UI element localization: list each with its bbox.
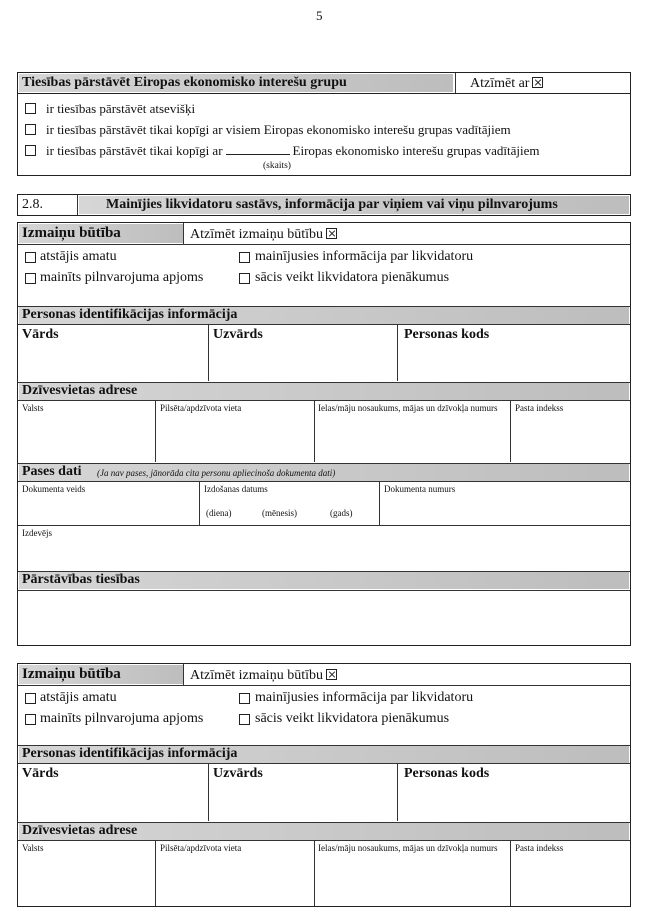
opt2-left-1-label: atstājis amatu [40,690,117,705]
personal-code-label-2: Personas kods [404,766,490,781]
x-box-icon [326,669,337,680]
eeig-count-field[interactable] [226,145,290,155]
cb-left-2-checkbox[interactable] [25,273,36,284]
doc-type-label: Dokumenta veids [22,484,86,494]
section-number: 2.8. [22,197,43,212]
cb2-right-2-checkbox[interactable] [239,714,250,725]
first-name-label: Vārds [22,327,59,342]
last-name-label: Uzvārds [213,327,263,342]
issue-date-label: Izdošanas datums [204,484,268,494]
x-box-icon [326,228,337,239]
eeig-title: Tiesības pārstāvēt Eiropas ekonomisko interešu grupu [22,75,347,90]
change-mark-1: Atzīmēt izmaiņu būtību [190,227,337,243]
eeig-option-1-checkbox[interactable] [25,103,36,114]
opt2-left-2-label: mainīts pilnvarojuma apjoms [40,711,204,726]
city-field[interactable] [157,428,312,460]
opt-left-2-label: mainīts pilnvarojuma apjoms [40,270,204,285]
eeig-option-3-label: ir tiesības pārstāvēt tikai kopīgi ar Eiropas ekonomisko interešu grupas vadītājiem [46,143,540,158]
issuer-field[interactable] [20,540,629,570]
pass-title-1: Pases dati [22,464,82,479]
country-field[interactable] [20,428,153,460]
addr-title-1: Dzīvesvietas adrese [22,383,138,398]
postal-code-label-2: Pasta indekss [515,843,564,853]
date-day-label: (diena) [206,508,232,518]
cb2-right-1-checkbox[interactable] [239,693,250,704]
date-month-label: (mēnesis) [262,508,297,518]
eeig-option-3-checkbox[interactable] [25,145,36,156]
rights-title-1: Pārstāvības tiesības [22,572,140,587]
first-name-field-2[interactable] [20,785,206,819]
opt2-right-1-label: mainījusies informācija par likvidatoru [255,690,474,705]
eeig-option-2-checkbox[interactable] [25,124,36,135]
change-title-1: Izmaiņu būtība [22,225,121,241]
opt-right-2-label: sācis veikt likvidatora pienākumus [255,270,450,285]
last-name-label-2: Uzvārds [213,766,263,781]
country-field-2[interactable] [20,868,153,904]
eeig-count-hint: (skaits) [263,161,291,171]
x-box-icon [532,77,543,88]
cb-right-1-checkbox[interactable] [239,252,250,263]
street-field[interactable] [316,428,508,460]
city-label: Pilsēta/apdzīvota vieta [160,403,242,413]
eeig-option-1-label: ir tiesības pārstāvēt atsevišķi [46,101,196,116]
postal-code-field-2[interactable] [512,868,629,904]
eeig-mark-instruction: Atzīmēt ar [470,76,543,92]
pass-note-1: (Ja nav pases, jānorāda cita personu apliecinoša dokumenta dati) [97,468,336,478]
opt-left-1-label: atstājis amatu [40,249,117,264]
section-title: Mainījies likvidatoru sastāvs, informācija par viņiem vai viņu pilnvarojums [106,197,558,212]
eeig-option-2-label: ir tiesības pārstāvēt tikai kopīgi ar visiem Eiropas ekonomisko interešu grupas vadītājiem [46,122,511,137]
city-field-2[interactable] [157,868,312,904]
addr-title-2: Dzīvesvietas adrese [22,823,138,838]
first-name-label-2: Vārds [22,766,59,781]
issue-date-field[interactable] [201,496,377,508]
change-title-2: Izmaiņu būtība [22,666,121,682]
personal-code-label: Personas kods [404,327,490,342]
street-label: Ielas/māju nosaukums, mājas un dzīvokļa numurs [318,403,498,413]
cb2-left-1-checkbox[interactable] [25,693,36,704]
date-year-label: (gads) [330,508,353,518]
doc-number-label: Dokumenta numurs [384,484,456,494]
issuer-label: Izdevējs [22,528,52,538]
opt2-right-2-label: sācis veikt likvidatora pienākumus [255,711,450,726]
cb-left-1-checkbox[interactable] [25,252,36,263]
last-name-field-2[interactable] [210,785,395,819]
cb-right-2-checkbox[interactable] [239,273,250,284]
change-mark-2: Atzīmēt izmaiņu būtību [190,668,337,684]
opt-right-1-label: mainījusies informācija par likvidatoru [255,249,474,264]
first-name-field[interactable] [20,345,206,379]
street-field-2[interactable] [316,868,508,904]
page-number: 5 [316,8,323,23]
postal-code-label: Pasta indekss [515,403,564,413]
last-name-field[interactable] [210,345,395,379]
doc-type-field[interactable] [20,496,197,524]
country-label: Valsts [22,403,44,413]
cb2-left-2-checkbox[interactable] [25,714,36,725]
city-label-2: Pilsēta/apdzīvota vieta [160,843,242,853]
postal-code-field[interactable] [512,428,629,460]
doc-number-field[interactable] [381,496,629,524]
id-title-2: Personas identifikācijas informācija [22,746,238,761]
personal-code-field-2[interactable] [399,785,629,819]
rights-field[interactable] [20,592,629,644]
street-label-2: Ielas/māju nosaukums, mājas un dzīvokļa numurs [318,843,498,853]
id-title-1: Personas identifikācijas informācija [22,307,238,322]
country-label-2: Valsts [22,843,44,853]
personal-code-field[interactable] [399,345,629,379]
